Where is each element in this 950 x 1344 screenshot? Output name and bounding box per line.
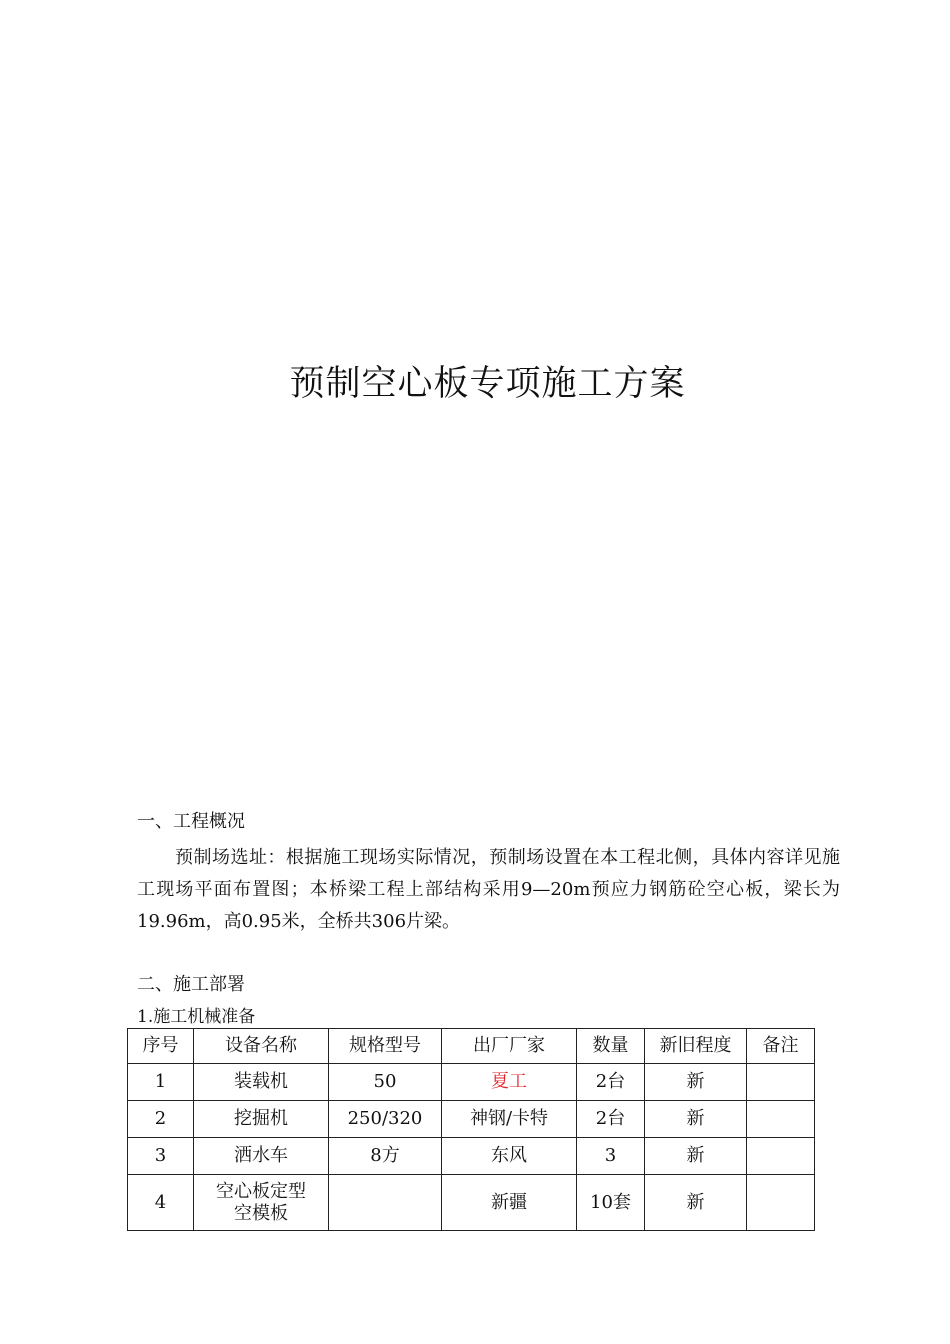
overview-paragraph: 预制场选址：根据施工现场实际情况，预制场设置在本工程北侧，具体内容详见施工现场平面布置图；本桥梁工程上部结构采用9—20m预应力钢筋砼空心板，梁长为19.96m，高0.95米，全桥共306片梁。 [137,847,840,932]
table-cell: 10套 [577,1175,645,1231]
table-cell-line: 空心板定型 [216,1180,306,1202]
table-cell [329,1175,442,1231]
table-cell: 50 [329,1064,442,1101]
table-cell [747,1175,815,1231]
table-cell-highlight: 夏工 [442,1064,577,1101]
table-cell [747,1064,815,1101]
table-row [128,1175,815,1231]
table-cell: 4 [128,1175,194,1231]
table-cell: 3 [128,1138,194,1175]
table-cell: 洒水车 [194,1138,329,1175]
section-heading-deployment: 二、施工部署 [137,974,245,995]
header-cell: 设备名称 [194,1029,329,1064]
table-cell: 2台 [577,1064,645,1101]
subheading-machinery: 1.施工机械准备 [137,1007,256,1027]
table-cell: 新 [645,1064,747,1101]
header-cell: 出厂厂家 [442,1029,577,1064]
table-cell: 3 [577,1138,645,1175]
table-header-row [128,1029,815,1064]
table-cell: 8方 [329,1138,442,1175]
header-cell: 序号 [128,1029,194,1064]
table-cell: 装载机 [194,1064,329,1101]
table-cell: 东风 [442,1138,577,1175]
table-row [128,1138,815,1175]
table-row [128,1101,815,1138]
table-cell: 新 [645,1175,747,1231]
table-cell-line: 空模板 [234,1202,288,1224]
table-cell: 2 [128,1101,194,1138]
table-cell: 1 [128,1064,194,1101]
table-cell-multiline [194,1175,329,1231]
header-cell: 规格型号 [329,1029,442,1064]
table-cell: 新 [645,1101,747,1138]
table-row [128,1064,815,1101]
table-cell: 挖掘机 [194,1101,329,1138]
section-heading-overview: 一、工程概况 [137,811,245,832]
table-cell [747,1138,815,1175]
table-cell [747,1101,815,1138]
table-cell: 2台 [577,1101,645,1138]
header-cell: 新旧程度 [645,1029,747,1064]
table-cell: 神钢/卡特 [442,1101,577,1138]
header-cell: 数量 [577,1029,645,1064]
document-title: 预制空心板专项施工方案 [289,364,686,404]
header-cell: 备注 [747,1029,815,1064]
equipment-table [127,1028,815,1231]
table-cell: 新 [645,1138,747,1175]
table-cell: 250/320 [329,1101,442,1138]
table-cell: 新疆 [442,1175,577,1231]
